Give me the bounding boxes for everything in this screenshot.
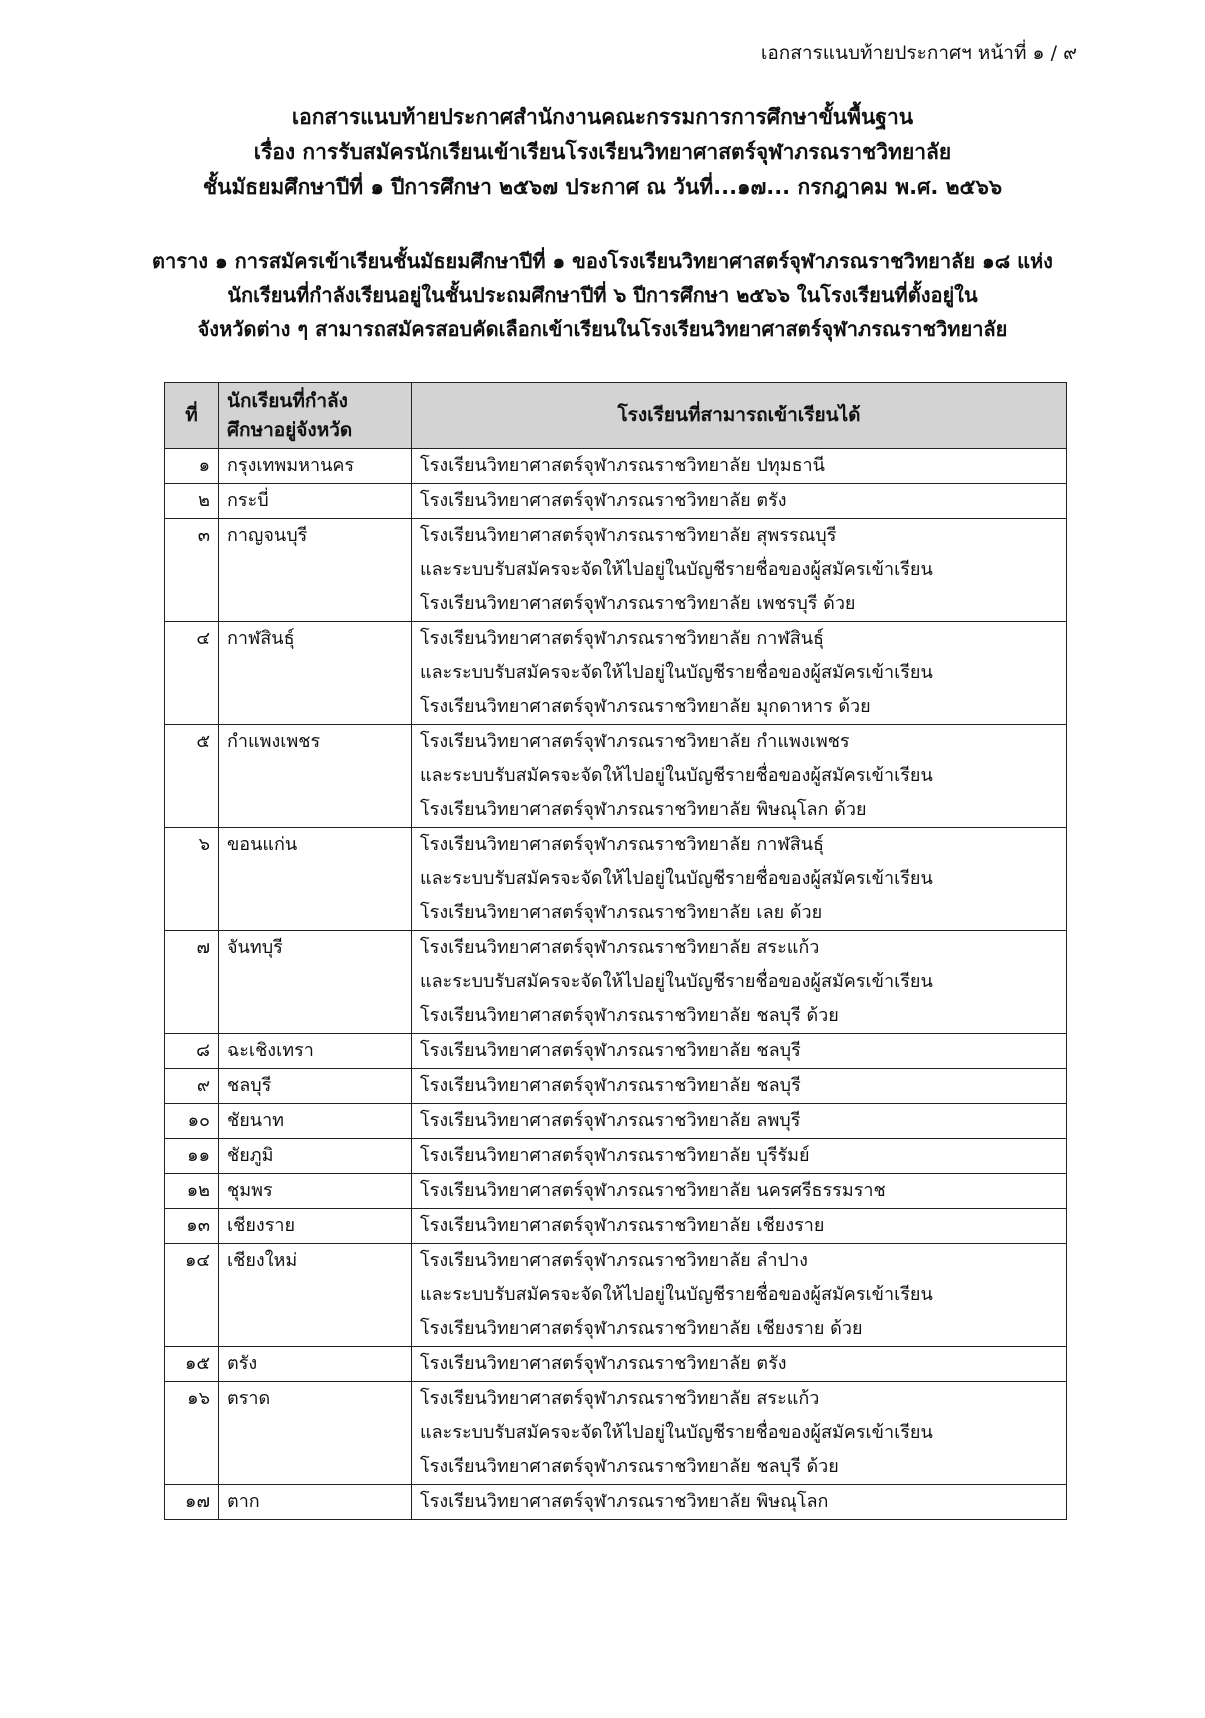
table-row <box>165 1034 1067 1069</box>
title-line-2: เรื่อง การรับสมัครนักเรียนเข้าเรียนโรงเรียนวิทยาศาสตร์จุฬาภรณราชวิทยาลัย <box>253 140 952 164</box>
row-school <box>412 1347 1067 1382</box>
row-number: ๓ <box>165 519 219 622</box>
row-school <box>412 1382 1067 1485</box>
row-province: กรุงเทพมหานคร <box>219 449 412 484</box>
table-row <box>165 931 1067 1034</box>
school-line: โรงเรียนวิทยาศาสตร์จุฬาภรณราชวิทยาลัย เชียงราย ด้วย <box>420 1318 863 1339</box>
row-school <box>412 484 1067 519</box>
school-line: โรงเรียนวิทยาศาสตร์จุฬาภรณราชวิทยาลัย พิษณุโลก ด้วย <box>420 799 867 820</box>
row-number: ๑๓ <box>165 1209 219 1244</box>
document-title <box>0 100 1205 205</box>
school-line: โรงเรียนวิทยาศาสตร์จุฬาภรณราชวิทยาลัย กาฬสินธุ์ <box>420 628 824 649</box>
row-school <box>412 622 1067 725</box>
row-school <box>412 931 1067 1034</box>
page-header: เอกสารแนบท้ายประกาศฯ หน้าที่ ๑ / ๙ <box>760 42 1077 64</box>
row-number: ๑๔ <box>165 1244 219 1347</box>
caption-line-1: ตาราง ๑ การสมัครเข้าเรียนชั้นมัธยมศึกษาปีที่ ๑ ของโรงเรียนวิทยาศาสตร์จุฬาภรณราชวิทยาลัย ๑๘ แห่ง <box>152 249 1053 273</box>
school-line: โรงเรียนวิทยาศาสตร์จุฬาภรณราชวิทยาลัย ปทุมธานี <box>420 455 825 476</box>
school-line: โรงเรียนวิทยาศาสตร์จุฬาภรณราชวิทยาลัย สระแก้ว <box>420 937 820 958</box>
table-row <box>165 1174 1067 1209</box>
row-number: ๑ <box>165 449 219 484</box>
row-number: ๕ <box>165 725 219 828</box>
header-province <box>219 383 412 449</box>
school-line: โรงเรียนวิทยาศาสตร์จุฬาภรณราชวิทยาลัย พิษณุโลก <box>420 1491 829 1512</box>
school-line: โรงเรียนวิทยาศาสตร์จุฬาภรณราชวิทยาลัย มุกดาหาร ด้วย <box>420 696 871 717</box>
row-number: ๑๑ <box>165 1139 219 1174</box>
row-school <box>412 1034 1067 1069</box>
row-number: ๗ <box>165 931 219 1034</box>
school-line: โรงเรียนวิทยาศาสตร์จุฬาภรณราชวิทยาลัย กำแพงเพชร <box>420 731 850 752</box>
title-line-3: ชั้นมัธยมศึกษาปีที่ ๑ ปีการศึกษา ๒๕๖๗ ประกาศ ณ วันที่...๑๗... กรกฎาคม พ.ศ. ๒๕๖๖ <box>202 175 1003 199</box>
table-caption <box>0 244 1205 346</box>
header-province-line-1: นักเรียนที่กำลัง <box>227 389 348 412</box>
row-number: ๑๐ <box>165 1104 219 1139</box>
row-school <box>412 519 1067 622</box>
row-province: ตราด <box>219 1382 412 1485</box>
table-row <box>165 1485 1067 1520</box>
header-province-line-2: ศึกษาอยู่จังหวัด <box>227 418 353 441</box>
row-school <box>412 1139 1067 1174</box>
row-province: ขอนแก่น <box>219 828 412 931</box>
row-number: ๑๗ <box>165 1485 219 1520</box>
row-province: กาญจนบุรี <box>219 519 412 622</box>
table-row <box>165 1104 1067 1139</box>
table-header-row <box>165 383 1067 449</box>
school-line: และระบบรับสมัครจะจัดให้ไปอยู่ในบัญชีรายชื่อของผู้สมัครเข้าเรียน <box>420 1422 933 1443</box>
title-line-1: เอกสารแนบท้ายประกาศสำนักงานคณะกรรมการการศึกษาขั้นพื้นฐาน <box>291 105 914 129</box>
table-row <box>165 1069 1067 1104</box>
row-province: ฉะเชิงเทรา <box>219 1034 412 1069</box>
table-row <box>165 1347 1067 1382</box>
row-number: ๔ <box>165 622 219 725</box>
row-number: ๑๕ <box>165 1347 219 1382</box>
row-number: ๙ <box>165 1069 219 1104</box>
table-row <box>165 484 1067 519</box>
school-line: โรงเรียนวิทยาศาสตร์จุฬาภรณราชวิทยาลัย เชียงราย <box>420 1215 825 1236</box>
row-province: กำแพงเพชร <box>219 725 412 828</box>
row-province: กาฬสินธุ์ <box>219 622 412 725</box>
school-line: และระบบรับสมัครจะจัดให้ไปอยู่ในบัญชีรายชื่อของผู้สมัครเข้าเรียน <box>420 765 933 786</box>
table-row <box>165 1244 1067 1347</box>
school-line: และระบบรับสมัครจะจัดให้ไปอยู่ในบัญชีรายชื่อของผู้สมัครเข้าเรียน <box>420 971 933 992</box>
row-province: เชียงใหม่ <box>219 1244 412 1347</box>
table-row <box>165 1139 1067 1174</box>
table-row <box>165 449 1067 484</box>
row-number: ๘ <box>165 1034 219 1069</box>
caption-line-2: นักเรียนที่กำลังเรียนอยู่ในชั้นประถมศึกษาปีที่ ๖ ปีการศึกษา ๒๕๖๖ ในโรงเรียนที่ตั้งอยู่ใน <box>227 283 978 307</box>
row-number: ๑๒ <box>165 1174 219 1209</box>
row-school <box>412 1104 1067 1139</box>
school-line: โรงเรียนวิทยาศาสตร์จุฬาภรณราชวิทยาลัย ลำปาง <box>420 1250 808 1271</box>
school-line: โรงเรียนวิทยาศาสตร์จุฬาภรณราชวิทยาลัย สุพรรณบุรี <box>420 525 837 546</box>
row-school <box>412 1244 1067 1347</box>
school-line: และระบบรับสมัครจะจัดให้ไปอยู่ในบัญชีรายชื่อของผู้สมัครเข้าเรียน <box>420 868 933 889</box>
table-row <box>165 725 1067 828</box>
row-province: ตาก <box>219 1485 412 1520</box>
table-row <box>165 1209 1067 1244</box>
row-school <box>412 1209 1067 1244</box>
table-row <box>165 1382 1067 1485</box>
row-school <box>412 449 1067 484</box>
row-province: เชียงราย <box>219 1209 412 1244</box>
row-province: ชัยนาท <box>219 1104 412 1139</box>
row-school <box>412 1485 1067 1520</box>
row-school <box>412 828 1067 931</box>
school-table <box>164 382 1067 1520</box>
school-line: โรงเรียนวิทยาศาสตร์จุฬาภรณราชวิทยาลัย บุรีรัมย์ <box>420 1145 810 1166</box>
school-line: โรงเรียนวิทยาศาสตร์จุฬาภรณราชวิทยาลัย ตรัง <box>420 490 787 511</box>
school-line: และระบบรับสมัครจะจัดให้ไปอยู่ในบัญชีรายชื่อของผู้สมัครเข้าเรียน <box>420 559 933 580</box>
school-line: และระบบรับสมัครจะจัดให้ไปอยู่ในบัญชีรายชื่อของผู้สมัครเข้าเรียน <box>420 1284 933 1305</box>
row-province: ตรัง <box>219 1347 412 1382</box>
school-line: โรงเรียนวิทยาศาสตร์จุฬาภรณราชวิทยาลัย สระแก้ว <box>420 1388 820 1409</box>
table-body <box>165 449 1067 1520</box>
school-line: โรงเรียนวิทยาศาสตร์จุฬาภรณราชวิทยาลัย ตรัง <box>420 1353 787 1374</box>
row-school <box>412 725 1067 828</box>
caption-line-3: จังหวัดต่าง ๆ สามารถสมัครสอบคัดเลือกเข้าเรียนในโรงเรียนวิทยาศาสตร์จุฬาภรณราชวิทยาลัย <box>197 317 1008 341</box>
school-line: โรงเรียนวิทยาศาสตร์จุฬาภรณราชวิทยาลัย ชลบุรี <box>420 1075 801 1096</box>
table-row <box>165 622 1067 725</box>
school-line: โรงเรียนวิทยาศาสตร์จุฬาภรณราชวิทยาลัย ชลบุรี <box>420 1040 801 1061</box>
row-province: ชัยภูมิ <box>219 1139 412 1174</box>
school-line: โรงเรียนวิทยาศาสตร์จุฬาภรณราชวิทยาลัย ลพบุรี <box>420 1110 801 1131</box>
school-line: โรงเรียนวิทยาศาสตร์จุฬาภรณราชวิทยาลัย กาฬสินธุ์ <box>420 834 824 855</box>
table-row <box>165 519 1067 622</box>
row-number: ๒ <box>165 484 219 519</box>
row-province: ชลบุรี <box>219 1069 412 1104</box>
school-line: โรงเรียนวิทยาศาสตร์จุฬาภรณราชวิทยาลัย ชลบุรี ด้วย <box>420 1005 839 1026</box>
row-number: ๖ <box>165 828 219 931</box>
school-line: และระบบรับสมัครจะจัดให้ไปอยู่ในบัญชีรายชื่อของผู้สมัครเข้าเรียน <box>420 662 933 683</box>
table-row <box>165 828 1067 931</box>
row-school <box>412 1069 1067 1104</box>
header-school: โรงเรียนที่สามารถเข้าเรียนได้ <box>412 383 1067 449</box>
header-no: ที่ <box>165 383 219 449</box>
row-province: ชุมพร <box>219 1174 412 1209</box>
row-province: กระบี่ <box>219 484 412 519</box>
school-line: โรงเรียนวิทยาศาสตร์จุฬาภรณราชวิทยาลัย ชลบุรี ด้วย <box>420 1456 839 1477</box>
row-number: ๑๖ <box>165 1382 219 1485</box>
school-line: โรงเรียนวิทยาศาสตร์จุฬาภรณราชวิทยาลัย เลย ด้วย <box>420 902 823 923</box>
row-province: จันทบุรี <box>219 931 412 1034</box>
school-line: โรงเรียนวิทยาศาสตร์จุฬาภรณราชวิทยาลัย เพชรบุรี ด้วย <box>420 593 856 614</box>
school-line: โรงเรียนวิทยาศาสตร์จุฬาภรณราชวิทยาลัย นครศรีธรรมราช <box>420 1180 886 1201</box>
row-school <box>412 1174 1067 1209</box>
